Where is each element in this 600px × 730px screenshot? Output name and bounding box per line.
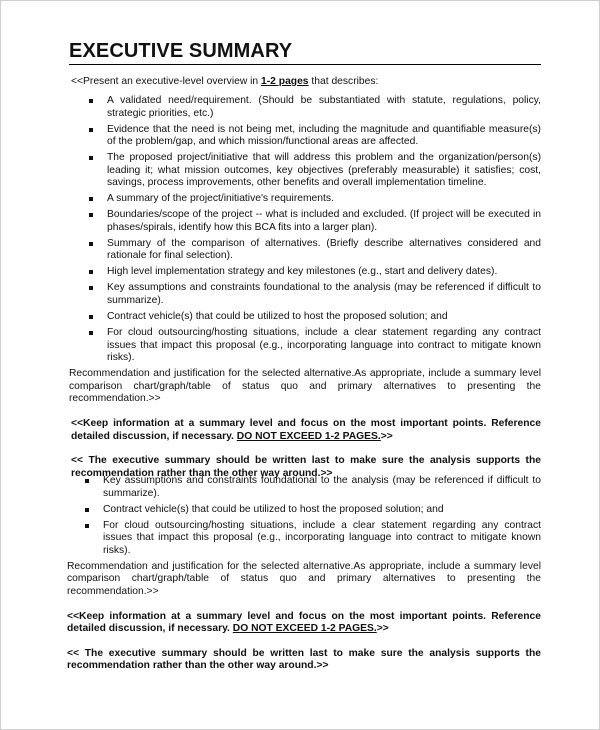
square-bullet-icon	[89, 197, 93, 201]
intro-prefix: <<Present an executive-level overview in	[71, 76, 262, 87]
list-item-text: Summary of the comparison of alternatives. (Briefly describe alternatives considered and rationale for final selection).	[107, 237, 541, 262]
repeat-section	[67, 475, 541, 673]
list-item-text: Boundaries/scope of the project -- what is included and excluded. (If project will be executed in phases/spirals, identify how this BCA fits into a larger plan).	[107, 209, 541, 233]
list-item	[71, 282, 541, 307]
repeat-write-last-paragraph: << The executive summary should be written last to make sure the analysis supports the recommendation rather than the other way around.>>	[67, 647, 541, 672]
intro-paragraph	[71, 76, 541, 89]
intro-suffix: that describes:	[308, 76, 379, 87]
list-item-text: Contract vehicle(s) that could be utilized to host the proposed solution; and	[107, 311, 448, 323]
square-bullet-icon	[89, 270, 93, 274]
list-item	[71, 193, 541, 206]
square-bullet-icon	[85, 479, 89, 483]
write-last-paragraph: << The executive summary should be written last to make sure the analysis supports the recommendation rather than the other way around.>>	[71, 455, 541, 479]
list-item-text: A summary of the project/initiative's requirements.	[107, 193, 334, 205]
repeat-keep-info-paragraph	[67, 611, 541, 636]
main-section	[71, 95, 541, 480]
repeat-requirements-list	[67, 475, 541, 557]
list-item-text: High level implementation strategy and key milestones (e.g., start and delivery dates).	[107, 266, 498, 278]
square-bullet-icon	[89, 99, 93, 103]
keep-info-suffix: >>	[380, 430, 393, 442]
list-item	[71, 95, 541, 120]
list-item-text: Key assumptions and constraints foundational to the analysis (may be referenced if difficult to summarize).	[103, 475, 541, 499]
list-item	[71, 124, 541, 149]
square-bullet-icon	[89, 242, 93, 246]
keep-info-emphasis: DO NOT EXCEED 1-2 PAGES.	[236, 430, 381, 442]
list-item-text: Contract vehicle(s) that could be utilized to host the proposed solution; and	[103, 503, 444, 515]
square-bullet-icon	[85, 524, 89, 528]
square-bullet-icon	[89, 315, 93, 319]
list-item	[67, 520, 541, 558]
list-item-text: Key assumptions and constraints foundational to the analysis (may be referenced if difficult to summarize).	[107, 282, 541, 307]
square-bullet-icon	[89, 128, 93, 132]
list-item	[71, 152, 541, 190]
square-bullet-icon	[89, 286, 93, 290]
intro-emphasis: 1-2 pages	[261, 76, 309, 87]
square-bullet-icon	[89, 331, 93, 335]
page-title: EXECUTIVE SUMMARY	[69, 40, 541, 65]
list-item	[67, 504, 541, 517]
square-bullet-icon	[89, 213, 93, 217]
list-item	[67, 475, 541, 500]
list-item-text: For cloud outsourcing/hosting situations, include a clear statement regarding any contract issues that impact this proposal (e.g., incorporating language into contract to mitigate known risks).	[103, 519, 541, 556]
recommendation-paragraph: Recommendation and justification for the selected alternative.As appropriate, include a summary level comparison chart/graph/table of status quo and primary alternatives to presenting the recommendation.>>	[69, 368, 541, 405]
list-item	[71, 209, 541, 234]
keep-info-prefix: <<Keep information at a summary level and focus on the most important points. Reference detailed discussion, if necessary.	[67, 610, 541, 635]
keep-info-emphasis: DO NOT EXCEED 1-2 PAGES.	[232, 623, 377, 635]
list-item	[71, 238, 541, 263]
list-item	[71, 311, 541, 324]
keep-info-paragraph	[71, 418, 541, 443]
square-bullet-icon	[85, 508, 89, 512]
keep-info-suffix: >>	[376, 623, 389, 635]
requirements-list	[71, 95, 541, 365]
square-bullet-icon	[89, 156, 93, 160]
list-item	[71, 327, 541, 365]
list-item-text: For cloud outsourcing/hosting situations, include a clear statement regarding any contract issues that impact this proposal (e.g., incorporating language into contract to mitigate known risks).	[107, 327, 541, 364]
list-item-text: The proposed project/initiative that will address this problem and the organization/person(s) leading it; what mission outcomes, key objectives (preferably measurable) it satisfies; cost, savings, process improvements, other benefits and overall implementation timeline.	[107, 152, 541, 189]
list-item-text: A validated need/requirement. (Should be substantiated with statute, regulations, policy, strategic priorities, etc.)	[107, 95, 541, 119]
repeat-recommendation-paragraph: Recommendation and justification for the selected alternative.As appropriate, include a summary level comparison chart/graph/table of status quo and primary alternatives to presenting the recommendation.>>	[67, 560, 541, 597]
list-item-text: Evidence that the need is not being met, including the magnitude and quantifiable measure(s) of the problem/gap, and which mission/functional areas are affected.	[107, 123, 541, 148]
keep-info-prefix: <<Keep information at a summary level and focus on the most important points. Reference detailed discussion, if necessary.	[71, 417, 541, 442]
list-item	[71, 266, 541, 279]
